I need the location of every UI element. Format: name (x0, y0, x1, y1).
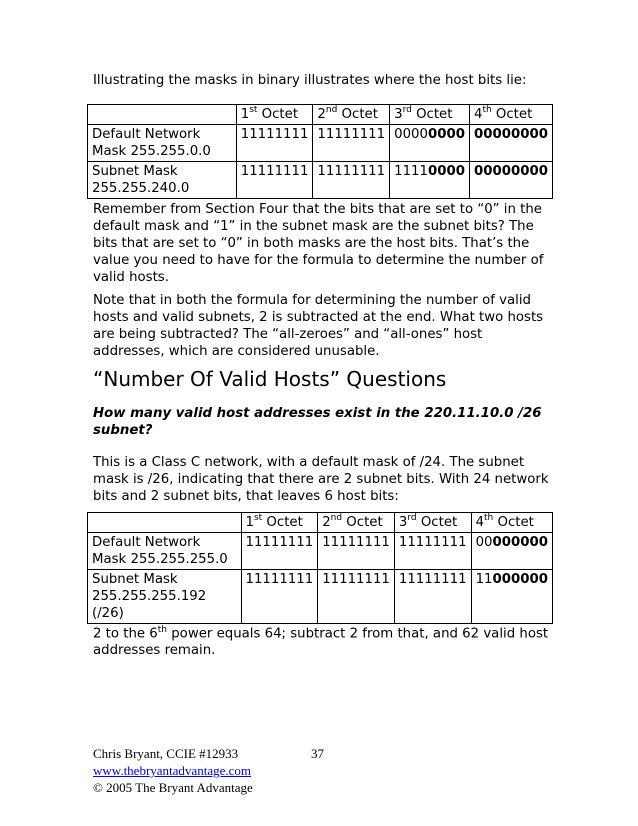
section-heading: “Number Of Valid Hosts” Questions (93, 367, 447, 391)
table-row (88, 125, 553, 162)
mask-table-1 (87, 104, 553, 199)
octet-cell: 00000000 (469, 125, 552, 162)
octet-cell: 11111111 (241, 533, 318, 570)
table-row (88, 162, 553, 199)
page-number: 37 (311, 746, 324, 761)
row-label: Subnet Mask 255.255.255.192 (/26) (88, 570, 242, 624)
intro-paragraph: Illustrating the masks in binary illustrates where the host bits lie: (93, 73, 527, 88)
octet-cell: 11111111 (313, 125, 390, 162)
header-octet-2: 2nd Octet (318, 513, 395, 533)
octet-cell: 11111111 (394, 533, 471, 570)
octet-cell: 11111111 (313, 162, 390, 199)
octet-cell: 11111111 (394, 570, 471, 624)
octet-cell: 11111111 (241, 570, 318, 624)
header-octet-2: 2nd Octet (313, 105, 390, 125)
table-header-row (88, 105, 553, 125)
header-octet-3: 3rd Octet (394, 513, 471, 533)
paragraph-class-c: This is a Class C network, with a default mask of /24. The subnet mask is /26, indicating that there are 2 subnet bits. With 24 network bits and 2 subnet bits, that leaves 6 host bits: (93, 455, 549, 504)
footer-copyright: © 2005 The Bryant Advantage (93, 780, 253, 795)
header-octet-4: 4th Octet (471, 513, 552, 533)
table-row (88, 570, 553, 624)
octet-cell: 00000000 (469, 162, 552, 199)
octet-cell: 11111111 (318, 533, 395, 570)
table-row (88, 533, 553, 570)
footer-author: Chris Bryant, CCIE #12933 (93, 746, 239, 761)
octet-cell: 11111111 (236, 125, 313, 162)
footer-website-link[interactable]: www.thebryantadvantage.com (93, 763, 251, 778)
row-label: Default Network Mask 255.255.255.0 (88, 533, 242, 570)
octet-cell: 11110000 (390, 162, 470, 199)
header-octet-1: 1st Octet (236, 105, 313, 125)
paragraph-result: 2 to the 6th power equals 64; subtract 2 from that, and 62 valid host addresses remain. (93, 625, 549, 659)
paragraph-section-four: Remember from Section Four that the bits that are set to “0” in the default mask and “1” in the subnet mask are the subnet bits? The bits that are set to “0” in both masks are the host bits. That’s the value you need to have for the formula to determine the number of valid hosts. (93, 202, 544, 285)
mask-table-2 (87, 512, 553, 624)
header-octet-3: 3rd Octet (390, 105, 470, 125)
octet-cell: 00000000 (471, 533, 552, 570)
row-label: Subnet Mask 255.255.240.0 (88, 162, 237, 199)
octet-cell: 00000000 (390, 125, 470, 162)
question-text: How many valid host addresses exist in the 220.11.10.0 /26 subnet? (93, 406, 542, 438)
paragraph-subtraction-note: Note that in both the formula for determining the number of valid hosts and valid subnets, 2 is subtracted at the end. What two hosts are being subtracted? The “all-zeroes” and “all-ones” host addresses, which are considered unusable. (93, 293, 544, 359)
header-octet-4: 4th Octet (469, 105, 552, 125)
page-footer (93, 745, 324, 796)
row-label: Default Network Mask 255.255.0.0 (88, 125, 237, 162)
header-octet-1: 1st Octet (241, 513, 318, 533)
table-header-row (88, 513, 553, 533)
octet-cell: 11111111 (236, 162, 313, 199)
octet-cell: 11111111 (318, 570, 395, 624)
octet-cell: 11000000 (471, 570, 552, 624)
